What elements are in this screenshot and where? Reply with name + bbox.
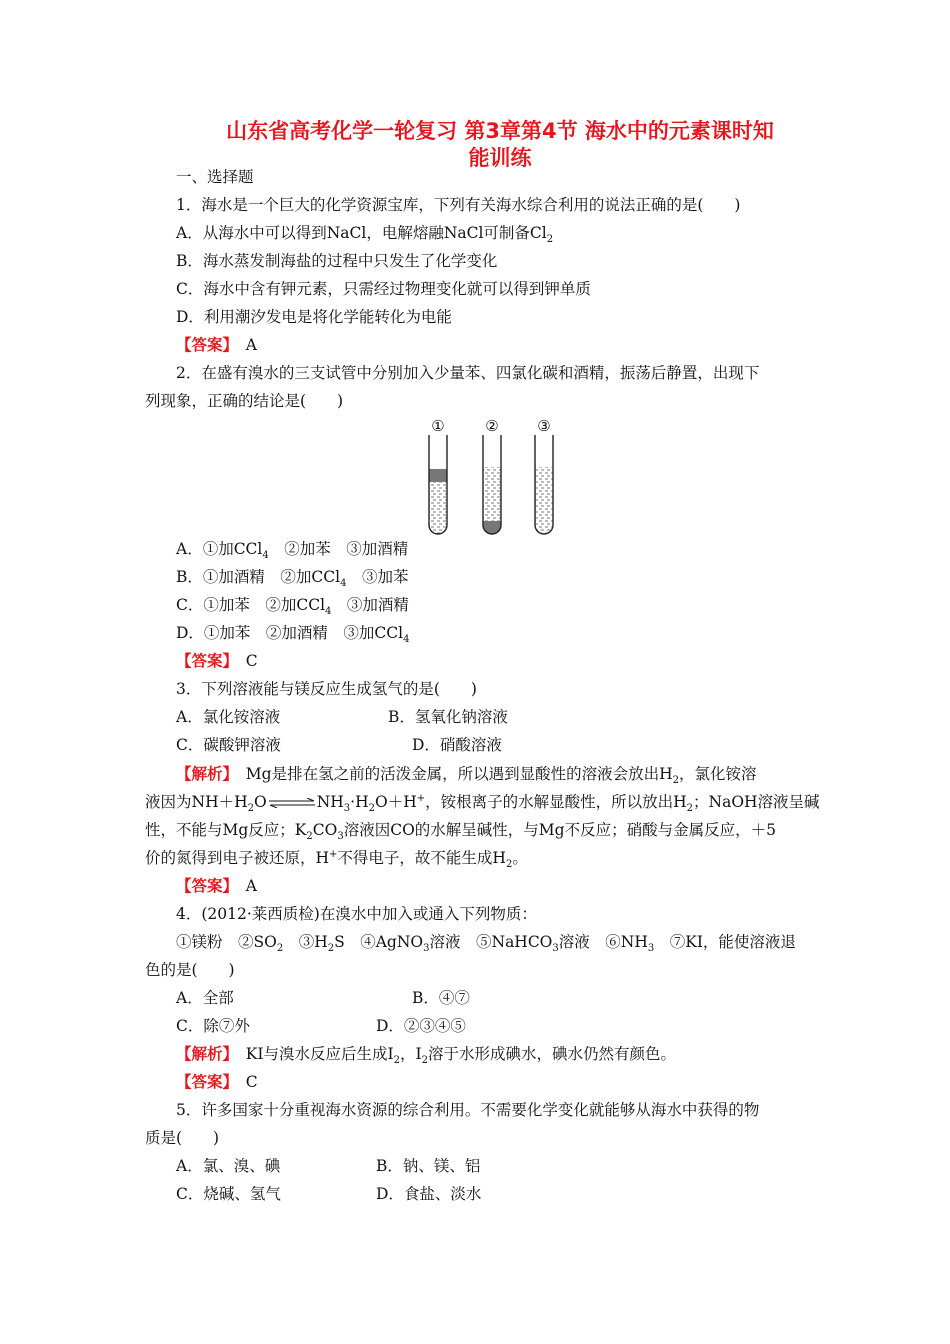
q4-option-c: C．除⑦外 xyxy=(176,1017,250,1035)
q2-option-c: C．①加苯 ②加CCl$_4$ ③加酒精 xyxy=(176,596,409,618)
q3-analysis-line-1: 【解析】 Mg是排在氢之前的活泼金属，所以遇到显酸性的溶液会放出$H_2$，氯化铵溶 xyxy=(176,764,757,787)
q5-option-b: B．钠、镁、铝 xyxy=(376,1157,481,1175)
q1-stem: 1．海水是一个巨大的化学资源宝库，下列有关海水综合利用的说法正确的是( ) xyxy=(176,196,741,214)
q4-option-b: B．④⑦ xyxy=(412,989,470,1007)
q5-option-c: C．烧碱、氢气 xyxy=(176,1185,281,1203)
q4-items: ①镁粉 $②SO_2$ $③H_2S$ ④AgNO$_3$溶液 ⑤NaHCO$_3$溶液 $⑥NH_3$ ⑦KI，能使溶液退 xyxy=(176,933,796,955)
q2-option-d: D．①加苯 ②加酒精 ③加CCl$_4$ xyxy=(176,624,410,646)
title-line-1: 山东省高考化学一轮复习 第3章第4节 海水中的元素课时知 xyxy=(226,119,774,143)
document-title xyxy=(140,118,860,172)
q3-analysis-line-4: 价的氮得到电子被还原，H+不得电子，故不能生成$H_2$。 xyxy=(145,848,528,871)
tube-label-3: ③ xyxy=(537,417,551,435)
tube-3 xyxy=(535,435,553,534)
q5-stem-line-1: 5．许多国家十分重视海水资源的综合利用。不需要化学变化就能够从海水中获得的物 xyxy=(176,1101,760,1119)
tube-label-2: ② xyxy=(485,417,499,435)
q3-stem: 3．下列溶液能与镁反应生成氢气的是( ) xyxy=(176,680,477,698)
q4-answer: 【答案】 C xyxy=(176,1072,258,1091)
q2-option-b: B．①加酒精 ②加CCl$_4$ ③加苯 xyxy=(176,568,409,590)
q3-option-d: D．硝酸溶液 xyxy=(412,736,502,754)
q1-option-a: A．从海水中可以得到NaCl，电解熔融NaCl可制备$Cl_2$ xyxy=(176,224,554,246)
tube-1 xyxy=(429,435,447,534)
q5-option-a: A．氯、溴、碘 xyxy=(176,1157,281,1175)
q1-option-c: C．海水中含有钾元素，只需经过物理变化就可以得到钾单质 xyxy=(176,280,591,298)
q5-stem-line-2: 质是( ) xyxy=(145,1129,220,1147)
q2-stem-line-1: 2．在盛有溴水的三支试管中分别加入少量苯、四氯化碳和酒精，振荡后静置，出现下 xyxy=(176,364,760,382)
q3-analysis-line-2: 液因为$NH+H_2O$ $NH_3\cdot H_2O+H^+$，铵根离子的水解显酸性，所以放出$H_2$；NaOH溶液呈碱 xyxy=(145,792,820,815)
q3-option-a: A．氯化铵溶液 xyxy=(176,708,281,726)
q3-option-c: C．碳酸钾溶液 xyxy=(176,736,281,754)
section-heading: 一、选择题 xyxy=(176,168,254,186)
q4-option-d: D．②③④⑤ xyxy=(376,1017,466,1035)
q3-answer: 【答案】 A xyxy=(176,876,257,895)
q3-analysis-line-3: 性，不能与Mg反应；$K_2CO_3$溶液因CO的水解呈碱性，与Mg不反应；硝酸与金属反应，＋5 xyxy=(145,821,776,843)
q1-option-d: D．利用潮汐发电是将化学能转化为电能 xyxy=(176,308,452,326)
q4-stem-line-2: 色的是( ) xyxy=(145,961,235,979)
test-tubes-figure xyxy=(418,417,568,542)
q1-answer: 【答案】 A xyxy=(176,335,257,354)
q2-answer: 【答案】 C xyxy=(176,651,258,670)
tube-label-1: ① xyxy=(431,417,445,435)
equilibrium-arrow-icon xyxy=(267,798,317,808)
q2-stem-line-2: 列现象，正确的结论是( ) xyxy=(145,392,344,410)
q4-option-a: A．全部 xyxy=(176,989,234,1007)
test-tubes-drawing xyxy=(418,417,568,542)
q3-option-b: B．氢氧化钠溶液 xyxy=(388,708,508,726)
q4-stem: 4．(2012·莱西质检)在溴水中加入或通入下列物质： xyxy=(176,905,537,923)
title-line-2: 能训练 xyxy=(468,146,532,170)
tube-2 xyxy=(483,435,501,534)
q4-analysis: 【解析】 KI与溴水反应后生成$I_2$，$I_2$溶于水形成碘水，碘水仍然有颜色。 xyxy=(176,1044,676,1067)
q5-option-d: D．食盐、淡水 xyxy=(376,1185,482,1203)
q2-option-a: A．①加CCl$_4$ ②加苯 ③加酒精 xyxy=(176,540,409,562)
q1-option-b: B．海水蒸发制海盐的过程中只发生了化学变化 xyxy=(176,252,498,270)
